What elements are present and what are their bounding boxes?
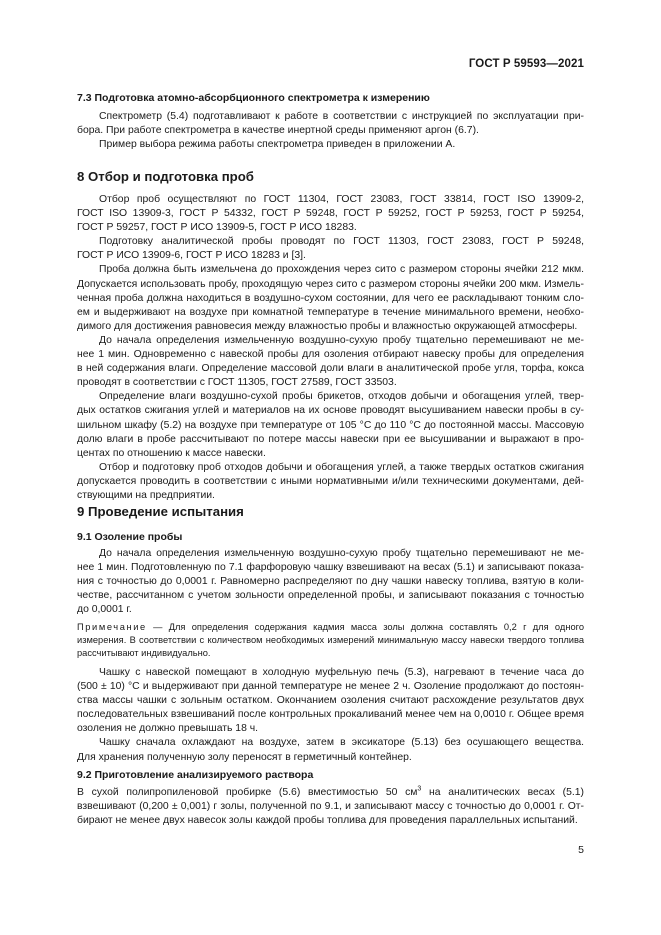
note-line: измерения. В соответствии с количеством необходимых измерений минимальную массу навески твердого топлива [77,635,584,646]
section-9-2-body [77,786,584,828]
paragraph-line: ГОСТ Р ИСО 13909-6, ГОСТ Р ИСО 18283 и [3]. [77,250,306,262]
paragraph-line: До начала определения измельченную воздушно-сухую пробу тщательно перемешивают не ме- [99,548,584,559]
paragraph-line: озоления не должно превышать 18 ч. [77,723,259,735]
paragraph-line: Пример выбора режима работы спектрометра приведен в приложении А. [99,139,456,151]
paragraph-line: бора. При работе спектрометра в качестве инертной среды применяют аргон (6.7). [77,125,479,137]
section-9-1-body-2 [77,666,584,765]
section-9-2-title: 9.2 Приготовление анализируемого раствора [77,769,314,781]
paragraph-line: Чашку сначала охлаждают на воздухе, затем в эксикаторе (5.13) без осушающего вещества. [99,737,584,749]
section-9-2-heading [77,768,584,782]
paragraph-line: ния с точностью до 0,0001 г. Равномерно распределяют по дну чашки навеску топлива, взятую в коли- [77,576,584,588]
section-7-3-body [77,110,584,152]
note-line: Примечание — Для определения содержания кадмия масса золы должна составлять 0,2 г для одного [77,622,584,632]
paragraph-line: ченная проба должна находиться в воздушно-сухом состоянии, для чего ее раскладывают тонким сло- [77,292,584,304]
document-code: ГОСТ Р 59593—2021 [468,58,584,70]
paragraph-line: допускается проводить в соответствии с иными нормативными и/или техническими документами, дей- [77,475,584,487]
paragraph-line: шильном шкафу (5.2) на воздухе при температуре от 105 °С до 110 °С до постоянной массы. Массовую [77,419,584,431]
paragraph-line: Проба должна быть измельчена до прохождения через сито с размером стороны ячейки 212 мкм. [99,264,584,276]
note-block [77,621,584,661]
paragraph-line: центах по отношению к массе навески. [77,447,266,459]
paragraph-line: ствующими на предприятии. [77,489,215,501]
paragraph-line: Отбор проб осуществляют по ГОСТ 11304, ГОСТ 23083, ГОСТ 33814, ГОСТ ISO 13909-2, [99,194,584,205]
page-number: 5 [578,844,584,856]
paragraph-line: долю влаги в пробе рассчитывают по потере массы навески при ее высушивании и выражают в про- [77,433,584,445]
section-9-title: 9 Проведение испытания [77,504,244,519]
paragraph-line: Отбор и подготовку проб отходов добычи и обогащения углей, а также твердых остатков сжигания [99,461,584,473]
paragraph-line: В сухой полипропиленовой пробирке (5.6) вместимостью 50 $см^3$ на аналитических весах (5.1) [77,785,584,798]
section-7-3-title: 7.3 Подготовка атомно-абсорбционного спектрометра к измерению [77,92,430,104]
paragraph-line: до 0,0001 г. [77,604,132,616]
paragraph-line: Определение влаги воздушно-сухой пробы брикетов, отходов добычи и обогащения углей, твер- [99,391,584,403]
paragraph-line: последовательных взвешиваний после контрольных прокаливаний менее чем на 0,0010 г. Общее время [77,709,584,721]
section-9-heading [77,504,584,520]
paragraph-line: честве, рассчитанном с учетом зольности определенной пробы, и записывают показания с точностью [77,590,584,602]
paragraph-line: дых остатков сжигания углей и материалов на их основе проводят высушиванием навески пробы в су- [77,405,584,417]
paragraph-line: Допускается использовать пробу, проходящую через сито с размером стороны ячейки 200 мкм. Измель- [77,278,584,290]
paragraph-line: ГОСТ ISO 13909-3, ГОСТ Р 54332, ГОСТ Р 59248, ГОСТ Р 59252, ГОСТ Р 59253, ГОСТ Р 59254, [77,208,584,220]
paragraph-line: ем и выдерживают на воздухе при комнатной температуре в течение минимального времени, необхо- [77,306,584,318]
note-line: рассчитывают индивидуально. [77,648,211,659]
paragraph-line: Спектрометр (5.4) подготавливают к работе в соответствии с инструкцией по эксплуатации при- [99,111,584,122]
section-8-body [77,193,584,503]
paragraph-line: (500 ± 10) °С и выдерживают при данной температуре не менее 2 ч. Озоление продолжают до постоян- [77,681,584,693]
section-9-1-title: 9.1 Озоление пробы [77,531,183,543]
section-7-3 [77,91,584,105]
note-label: Примечание [77,622,147,632]
paragraph-line: бирают не менее двух навесок золы каждой пробы топлива для проведения параллельных испытаний. [77,815,578,827]
section-8-heading [77,169,584,185]
section-9-1-heading [77,530,584,544]
section-9-1-body [77,547,584,617]
paragraph-line: Чашку с навеской помещают в холодную муфельную печь (5.3), нагревают в течение часа до [99,667,584,678]
paragraph-line: ГОСТ Р 59257, ГОСТ Р ИСО 13909-5, ГОСТ Р ИСО 18283. [77,222,357,234]
paragraph-line: До начала определения измельченную воздушно-сухую пробу тщательно перемешивают не ме- [99,334,584,346]
paragraph-line: нее 1 мин. Подготовленную по 7.1 фарфоровую чашку взвешивают на весах (5.1) и записывают показа- [77,562,584,574]
paragraph-line: взвешивают (0,200 ± 0,001) г золы, полученной по 9.1, и записывают массу с точностью до 0,0001 г. От- [77,801,584,813]
paragraph-line: проводят в соответствии с ГОСТ 11305, ГОСТ 27589, ГОСТ 33503. [77,377,397,389]
paragraph-line: нее 1 мин. Одновременно с навеской пробы для озоления отбирают навеску пробы для определения [77,349,584,361]
section-8-title: 8 Отбор и подготовка проб [77,169,254,184]
paragraph-line: Для хранения полученную золу переносят в герметичный контейнер. [77,751,412,763]
paragraph-line: димого для достижения равновесия между влажностью пробы и влажностью окружающей атмосферы. [77,320,578,332]
paragraph-line: Подготовку аналитической пробы проводят по ГОСТ 11303, ГОСТ 23083, ГОСТ Р 59248, [99,236,584,248]
paragraph-line: в ней содержания влаги. Определение массовой доли влаги в аналитической пробе угля, торфа, кокса [77,363,584,375]
paragraph-line: ства массы чашки с зольным остатком. Окончанием озоления считают расхождение результатов двух [77,695,584,707]
